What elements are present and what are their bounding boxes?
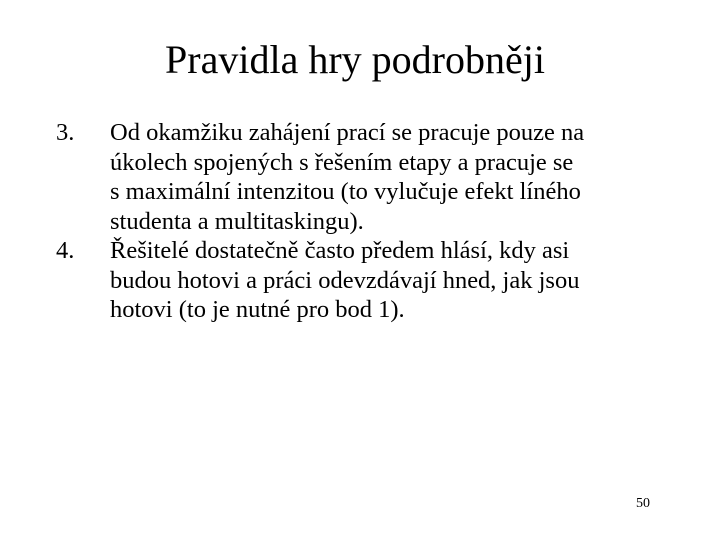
- list-item-line: budou hotovi a práci odevzdávají hned, jak jsou: [110, 266, 580, 294]
- rules-list: [56, 118, 696, 325]
- list-item-line: Řešitelé dostatečně často předem hlásí, kdy asi: [110, 237, 570, 264]
- list-item-line: Od okamžiku zahájení prací se pracuje pouze na: [110, 119, 585, 146]
- list-item-line: studenta a multitaskingu).: [110, 207, 364, 235]
- list-item: [56, 236, 696, 325]
- list-item-number: 3.: [56, 119, 75, 146]
- list-item-line: hotovi (to je nutné pro bod 1).: [110, 296, 405, 323]
- page-number: 50: [636, 496, 650, 511]
- list-item-line: úkolech spojených s řešením etapy a pracuje se: [110, 148, 574, 176]
- list-item: [56, 118, 696, 236]
- slide-title: Pravidla hry podrobněji: [165, 37, 545, 82]
- list-item-number: 4.: [56, 237, 75, 264]
- list-item-line: s maximální intenzitou (to vylučuje efekt líného: [110, 178, 581, 205]
